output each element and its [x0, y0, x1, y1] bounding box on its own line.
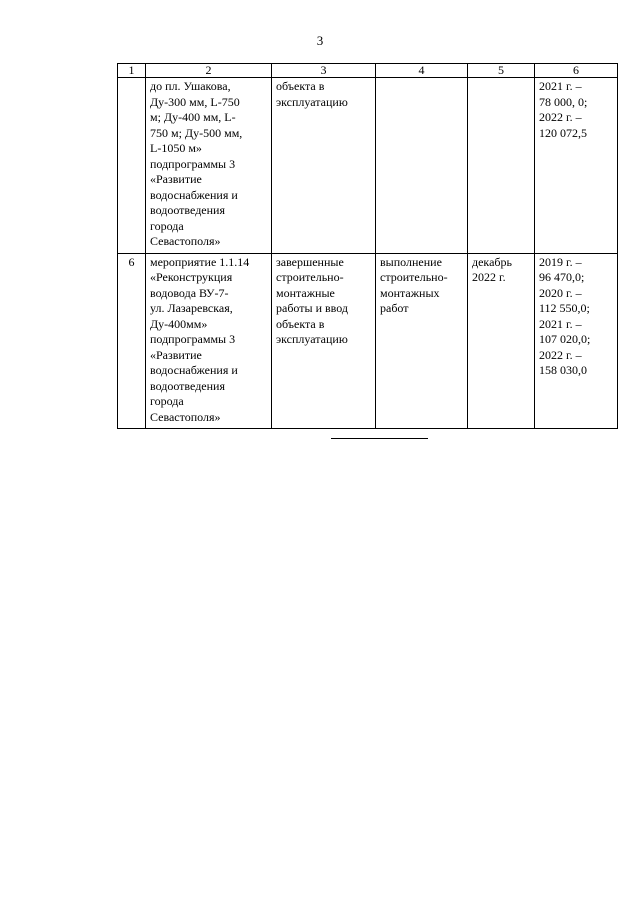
- measure-name-cell: до пл. Ушакова, Ду-300 мм, L-750 м; Ду-400 мм, L- 750 м; Ду-500 мм, L-1050 м» подпрограммы 3 «Развитие водоснабжения и водоотведения города Севастополя»: [146, 78, 272, 254]
- row-number-cell: [118, 78, 146, 254]
- deadline-cell: [468, 78, 535, 254]
- funding-cell: 2021 г. – 78 000, 0; 2022 г. – 120 072,5: [535, 78, 618, 254]
- header-cell: 1: [118, 64, 146, 78]
- header-cell: 6: [535, 64, 618, 78]
- document-end-divider: [331, 438, 428, 439]
- funding-cell: 2019 г. – 96 470,0; 2020 г. – 112 550,0; 2021 г. – 107 020,0; 2022 г. – 158 030,0: [535, 253, 618, 429]
- table-row: [118, 78, 618, 254]
- header-cell: 4: [376, 64, 468, 78]
- header-cell: 5: [468, 64, 535, 78]
- activity-cell: [376, 78, 468, 254]
- table-row: [118, 253, 618, 429]
- measure-name-cell: мероприятие 1.1.14 «Реконструкция водовода ВУ-7- ул. Лазаревская, Ду-400мм» подпрограммы 3 «Развитие водоснабжения и водоотведения города Севастополя»: [146, 253, 272, 429]
- measures-table: [117, 63, 618, 429]
- row-number-cell: 6: [118, 253, 146, 429]
- result-cell: объекта в эксплуатацию: [272, 78, 376, 254]
- deadline-cell: декабрь 2022 г.: [468, 253, 535, 429]
- table-header-row: [118, 64, 618, 78]
- result-cell: завершенные строительно- монтажные работы и ввод объекта в эксплуатацию: [272, 253, 376, 429]
- activity-cell: выполнение строительно- монтажных работ: [376, 253, 468, 429]
- header-cell: 3: [272, 64, 376, 78]
- page-number: 3: [316, 33, 324, 48]
- header-cell: 2: [146, 64, 272, 78]
